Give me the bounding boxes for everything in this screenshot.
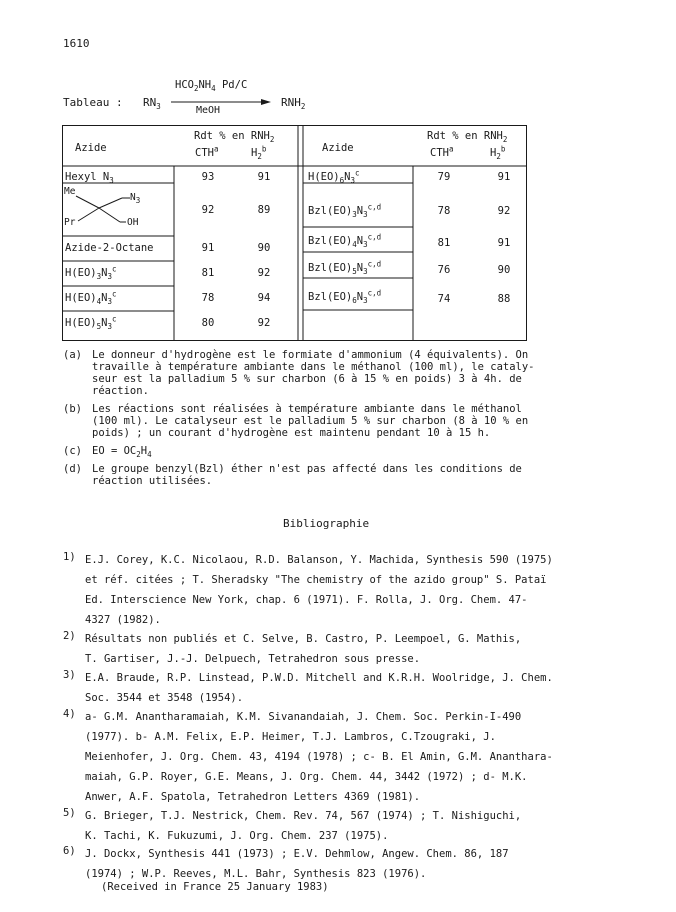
reagent-a-sub: 2 xyxy=(193,84,199,94)
scheme-label: Tableau : xyxy=(63,96,123,109)
right-row-4-azide xyxy=(308,288,382,306)
h2-text: H xyxy=(251,147,258,159)
product-text: RNH xyxy=(281,96,301,109)
note-a-label: (a) xyxy=(63,349,82,361)
ref-5-num: 5) xyxy=(63,807,76,819)
left-row-5-h2: 92 xyxy=(257,317,271,329)
header-rdt-left xyxy=(194,130,275,145)
reagent-c: Pd/C xyxy=(215,79,248,91)
note-c-text: EO = OC xyxy=(92,445,137,457)
azide-sub: 6 xyxy=(352,296,357,306)
azide-main: Hexyl N xyxy=(65,171,110,183)
azide-main: H(EO) xyxy=(65,317,97,329)
ref-1-line-2: Ed. Interscience New York, chap. 6 (1971). F. Rolla, J. Org. Chem. 47- xyxy=(85,594,528,606)
note-c-label: (c) xyxy=(63,445,82,457)
ref-4-line-4: Anwer, A.F. Spatola, Tetrahedron Letters 4369 (1981). xyxy=(85,791,421,803)
right-row-3-cth: 76 xyxy=(437,264,451,276)
cth-sup: a xyxy=(213,144,219,154)
ref-4-line-1: (1977). b- A.M. Felix, E.P. Heimer, T.J. Lambros, C.Tzougraki, J. xyxy=(85,731,496,743)
azide-tail: N xyxy=(356,235,364,247)
left-row-2-h2: 90 xyxy=(257,242,271,254)
azide-sub: 6 xyxy=(339,176,345,186)
azide-sup: c,d xyxy=(367,288,382,298)
left-row-2-cth: 91 xyxy=(201,242,215,254)
header-h2-left xyxy=(251,144,267,162)
left-row-5-cth: 80 xyxy=(201,317,215,329)
azide-tail: N xyxy=(101,317,108,329)
note-c-tail-sub: 4 xyxy=(147,450,152,460)
scheme-product xyxy=(281,96,306,112)
ref-1-line-1: et réf. citées ; T. Sheradsky "The chemistry of the azido group" S. Pataï xyxy=(85,574,547,586)
reaction-arrow-icon xyxy=(171,98,271,106)
azide-tail-sub: 3 xyxy=(107,297,112,307)
azide-main: H(EO) xyxy=(65,292,97,304)
ref-4-line-2: Meienhofer, J. Org. Chem. 43, 4194 (1978) ; c- B. El Amin, G.M. Anantharа- xyxy=(85,751,553,763)
structure-me: Me xyxy=(64,186,76,197)
h2-sub: 2 xyxy=(257,152,262,162)
n3-sub: 3 xyxy=(135,195,141,205)
note-a-line-2: seur est la palladium 5 % sur charbon (6 à 15 % en poids) 3 à 4h. de xyxy=(92,373,522,385)
ref-6-line-0: J. Dockx, Synthesis 441 (1973) ; E.V. Dehmlow, Angew. Chem. 86, 187 xyxy=(85,848,509,860)
left-row-2-azide: Azide-2-Octane xyxy=(65,242,154,254)
azide-main: H(EO) xyxy=(308,171,340,183)
ref-3-num: 3) xyxy=(63,669,76,681)
scheme-reactant xyxy=(143,96,161,112)
ref-6-line-1: (1974) ; W.P. Reeves, M.L. Bahr, Synthesis 823 (1976). xyxy=(85,868,427,880)
azide-sub: 3 xyxy=(109,176,114,186)
left-row-4-cth: 78 xyxy=(201,292,215,304)
left-row-0-azide xyxy=(65,171,114,186)
azide-main: Bzl(EO) xyxy=(308,205,353,217)
azide-sub: 5 xyxy=(352,267,357,277)
page-number: 1610 xyxy=(63,37,90,50)
right-row-2-h2: 91 xyxy=(497,237,511,249)
note-a-line-0: Le donneur d'hydrogène est le formiate d'ammonium (4 équivalents). On xyxy=(92,349,529,361)
header-cth-left xyxy=(195,144,219,159)
left-row-4-azide xyxy=(65,289,117,307)
structure-bonds-icon xyxy=(64,186,169,234)
rdt-text: Rdt % en RNH xyxy=(194,130,270,142)
azide-tail-sub: 3 xyxy=(363,267,368,277)
right-row-1-azide xyxy=(308,202,382,220)
ref-4-line-0: a- G.M. Anantharamaiah, K.M. Sivanandaiah, J. Chem. Soc. Perkin-I-490 xyxy=(85,711,522,723)
note-c-sub: 2 xyxy=(136,450,141,460)
ref-1-line-3: 4327 (1982). xyxy=(85,614,161,626)
left-row-3-cth: 81 xyxy=(201,267,215,279)
azide-tail: N xyxy=(344,171,351,183)
azide-tail-sub: 3 xyxy=(363,240,368,250)
azide-sub: 4 xyxy=(96,297,102,307)
left-row-5-azide xyxy=(65,314,117,332)
header-azide-left: Azide xyxy=(75,142,107,154)
ref-2-line-1: T. Gartiser, J.-J. Delpuech, Tetrahedron sous presse. xyxy=(85,653,421,665)
right-row-0-h2: 91 xyxy=(497,171,511,183)
right-row-1-cth: 78 xyxy=(437,205,451,217)
azide-tail: N xyxy=(101,292,108,304)
ref-4-line-3: maiah, G.P. Royer, G.E. Means, J. Org. Chem. 44, 3442 (1972) ; d- M.K. xyxy=(85,771,528,783)
left-row-0-cth: 93 xyxy=(201,171,215,183)
h2-sub: 2 xyxy=(496,152,501,162)
left-row-1-cth: 92 xyxy=(201,204,215,216)
reactant-text: RN xyxy=(143,96,157,109)
scheme-reagent-top xyxy=(175,79,248,94)
note-c-tail: H xyxy=(140,445,148,457)
right-row-4-cth: 74 xyxy=(437,293,451,305)
reagent-a: HCO xyxy=(175,79,194,91)
azide-tail: N xyxy=(101,267,108,279)
azide-sup: c xyxy=(111,314,117,324)
azide-main: Bzl(EO) xyxy=(308,291,353,303)
right-row-0-cth: 79 xyxy=(437,171,451,183)
note-b-line-0: Les réactions sont réalisées à température ambiante dans le méthanol xyxy=(92,403,522,415)
ref-5-line-1: K. Tachi, K. Fukuzumi, J. Org. Chem. 237 (1975). xyxy=(85,830,389,842)
note-d-line-0: Le groupe benzyl(Bzl) éther n'est pas affecté dans les conditions de xyxy=(92,463,522,475)
h2-sup: b xyxy=(500,144,506,154)
cth-text: CTH xyxy=(430,147,449,159)
scheme-reagent-bottom: MeOH xyxy=(196,105,221,116)
reagent-b-sub: 4 xyxy=(211,84,216,94)
azide-tail-sub: 3 xyxy=(363,296,368,306)
note-a-line-3: réaction. xyxy=(92,385,149,397)
azide-tail-sub: 3 xyxy=(107,322,112,332)
azide-sup: c,d xyxy=(367,259,382,269)
right-row-1-h2: 92 xyxy=(497,205,511,217)
reactant-sub: 3 xyxy=(156,102,161,112)
right-row-3-h2: 90 xyxy=(497,264,511,276)
ref-1-line-0: E.J. Corey, K.C. Nicolaou, R.D. Balanson, Y. Machida, Synthesis 590 (1975) xyxy=(85,554,553,566)
note-d-label: (d) xyxy=(63,463,82,475)
azide-sup: c xyxy=(354,168,360,178)
rdt-sub: 2 xyxy=(269,135,275,145)
note-d-line-1: réaction utilisées. xyxy=(92,475,213,487)
structure-n3 xyxy=(130,192,140,203)
rdt-text: Rdt % en RNH xyxy=(427,130,503,142)
azide-tail: N xyxy=(356,291,364,303)
n3-text: N xyxy=(130,192,136,203)
azide-sub: 3 xyxy=(96,272,102,282)
header-rdt-right xyxy=(427,130,508,145)
h2-text: H xyxy=(490,147,497,159)
reagent-b: NH xyxy=(198,79,212,91)
left-row-0-h2: 91 xyxy=(257,171,271,183)
structure-oh: OH xyxy=(127,217,139,228)
right-row-4-h2: 88 xyxy=(497,293,511,305)
header-h2-right xyxy=(490,144,506,162)
ref-2-line-0: Résultats non publiés et C. Selve, B. Castro, P. Leempoel, G. Mathis, xyxy=(85,633,522,645)
azide-tail-sub: 3 xyxy=(107,272,112,282)
right-row-0-azide xyxy=(308,168,360,186)
azide-main: Bzl(EO) xyxy=(308,235,353,247)
azide-sup: c,d xyxy=(367,202,382,212)
ref-3-line-0: E.A. Braude, R.P. Linstead, P.W.D. Mitchell and K.R.H. Woolridge, J. Chem. xyxy=(85,672,553,684)
left-row-3-h2: 92 xyxy=(257,267,271,279)
azide-tail-sub: 3 xyxy=(363,210,368,220)
right-row-2-cth: 81 xyxy=(437,237,451,249)
header-cth-right xyxy=(430,144,454,159)
rdt-sub: 2 xyxy=(502,135,508,145)
azide-sup: c xyxy=(111,289,117,299)
azide-main: H(EO) xyxy=(65,267,97,279)
ref-4-num: 4) xyxy=(63,708,76,720)
azide-sub: 3 xyxy=(352,210,357,220)
results-table xyxy=(62,125,527,341)
cth-text: CTH xyxy=(195,147,214,159)
azide-tail: N xyxy=(356,262,364,274)
azide-tail: N xyxy=(356,205,364,217)
structure-pr: Pr xyxy=(64,217,76,228)
azide-main: Bzl(EO) xyxy=(308,262,353,274)
left-row-3-azide xyxy=(65,264,117,282)
ref-3-line-1: Soc. 3544 et 3548 (1954). xyxy=(85,692,244,704)
azide-sub: 5 xyxy=(96,322,102,332)
note-a-line-1: travaille à température ambiante dans le méthanol (100 ml), le cataly- xyxy=(92,361,535,373)
note-b-line-2: poids) ; un courant d'hydrogène est maintenu pendant 10 à 15 h. xyxy=(92,427,491,439)
left-row-1-h2: 89 xyxy=(257,204,271,216)
product-sub: 2 xyxy=(300,102,306,112)
bibliography-title: Bibliographie xyxy=(283,517,370,530)
azide-sup: c xyxy=(111,264,117,274)
azide-sup: c,d xyxy=(367,232,382,242)
received-date: (Received in France 25 January 1983) xyxy=(101,881,329,893)
right-row-2-azide xyxy=(308,232,382,250)
ref-1-num: 1) xyxy=(63,551,76,563)
right-row-3-azide xyxy=(308,259,382,277)
ref-6-num: 6) xyxy=(63,845,76,857)
cth-sup: a xyxy=(448,144,454,154)
azide-sub: 4 xyxy=(352,240,357,250)
azido-alcohol-structure xyxy=(64,186,169,234)
left-row-4-h2: 94 xyxy=(257,292,271,304)
header-azide-right: Azide xyxy=(322,142,354,154)
note-b-label: (b) xyxy=(63,403,82,415)
ref-2-num: 2) xyxy=(63,630,76,642)
note-b-line-1: (100 ml). Le catalyseur est le palladium 5 % sur charbon (8 à 10 % en xyxy=(92,415,529,427)
note-c-line-0 xyxy=(92,445,152,458)
azide-tail-sub: 3 xyxy=(350,176,355,186)
ref-5-line-0: G. Brieger, T.J. Nestrick, Chem. Rev. 74, 567 (1974) ; T. Nishiguchi, xyxy=(85,810,522,822)
h2-sup: b xyxy=(261,144,267,154)
